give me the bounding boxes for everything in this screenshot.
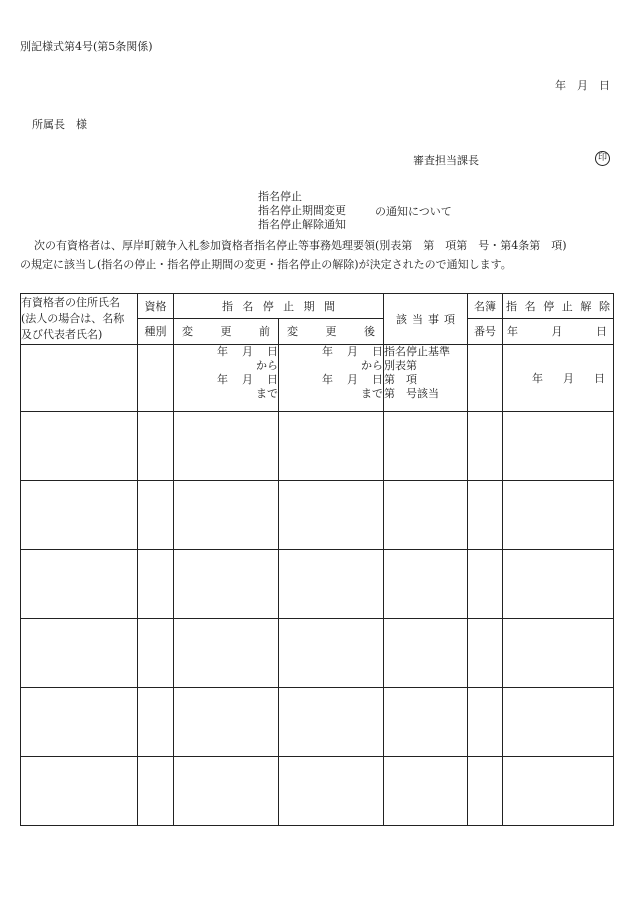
table-row bbox=[21, 481, 614, 550]
before-dates-cell[interactable] bbox=[174, 345, 279, 412]
after-dates-cell[interactable] bbox=[279, 345, 384, 412]
cancel-char: 除 bbox=[598, 299, 610, 313]
blank-cell[interactable] bbox=[384, 619, 468, 688]
period-header bbox=[174, 294, 384, 319]
ymd-char: 年 bbox=[217, 345, 228, 358]
cancel-char: 止 bbox=[561, 299, 573, 313]
applicant-header-line-3: 及び代表者氏名) bbox=[21, 328, 103, 341]
blank-cell[interactable] bbox=[174, 688, 279, 757]
body-line-1: 次の有資格者は、厚岸町競争入札参加資格者指名停止等事務処理要領(別表第 第 項第 号・第4条第 項) bbox=[34, 239, 567, 252]
blank-cell[interactable] bbox=[21, 757, 138, 826]
blank-cell[interactable] bbox=[503, 757, 614, 826]
blank-cell[interactable] bbox=[138, 757, 174, 826]
blank-cell[interactable] bbox=[503, 550, 614, 619]
applicable-line: 第 項 bbox=[384, 373, 417, 386]
ymd-char: 年 bbox=[322, 373, 333, 386]
register-header-1: 名簿 bbox=[468, 294, 503, 319]
blank-cell[interactable] bbox=[279, 481, 384, 550]
blank-cell[interactable] bbox=[21, 481, 138, 550]
blank-cell[interactable] bbox=[503, 688, 614, 757]
after-char: 後 bbox=[364, 325, 375, 338]
ymd-char: 年 bbox=[322, 345, 333, 358]
blank-cell[interactable] bbox=[384, 412, 468, 481]
cancel-header bbox=[503, 294, 614, 319]
period-char: 停 bbox=[262, 299, 274, 313]
blank-cell[interactable] bbox=[468, 412, 503, 481]
blank-cell[interactable] bbox=[468, 688, 503, 757]
period-char: 間 bbox=[323, 299, 335, 313]
examiner-title: 審査担当課長 bbox=[413, 154, 479, 167]
applicable-line: 指名停止基準 bbox=[384, 345, 450, 358]
seal-stamp-icon: 印 bbox=[595, 151, 610, 166]
period-char: 名 bbox=[242, 299, 254, 313]
ymd-char: 日 bbox=[372, 373, 383, 386]
applicable-line: 別表第 bbox=[384, 359, 417, 372]
table-row bbox=[21, 757, 614, 826]
notice-table bbox=[20, 293, 614, 826]
blank-cell[interactable] bbox=[384, 688, 468, 757]
ymd-char: 月 bbox=[347, 345, 358, 358]
blank-cell[interactable] bbox=[138, 412, 174, 481]
blank-cell[interactable] bbox=[21, 688, 138, 757]
notice-title-options bbox=[258, 191, 346, 233]
before-char: 変 bbox=[182, 325, 193, 338]
title-option-suspension: 指名停止 bbox=[258, 190, 302, 203]
qualification-header-2: 種別 bbox=[138, 319, 174, 345]
period-char: 期 bbox=[303, 299, 315, 313]
table-row bbox=[21, 688, 614, 757]
blank-cell[interactable] bbox=[468, 757, 503, 826]
blank-cell[interactable] bbox=[279, 412, 384, 481]
ymd-char: 日 bbox=[267, 373, 278, 386]
blank-cell[interactable] bbox=[503, 412, 614, 481]
applicant-header-line-2: (法人の場合は、名称 bbox=[21, 312, 125, 325]
ymd-char: 月 bbox=[347, 373, 358, 386]
blank-cell[interactable] bbox=[174, 757, 279, 826]
blank-cell[interactable] bbox=[174, 481, 279, 550]
table-row bbox=[21, 619, 614, 688]
table-row bbox=[21, 550, 614, 619]
period-char: 指 bbox=[222, 299, 233, 313]
from-label: から bbox=[256, 359, 278, 372]
blank-cell[interactable] bbox=[384, 481, 468, 550]
cancel-char: 解 bbox=[580, 299, 592, 313]
title-option-cancellation: 指名停止解除通知 bbox=[258, 218, 346, 231]
from-label: から bbox=[361, 359, 383, 372]
cancel-date-cell[interactable] bbox=[503, 345, 614, 412]
title-suffix: の通知について bbox=[375, 205, 452, 218]
cancel-date-char: 年 bbox=[507, 325, 518, 338]
applicant-header bbox=[21, 294, 138, 345]
applicable-line: 第 号該当 bbox=[384, 387, 439, 400]
cancel-date-char: 日 bbox=[596, 325, 607, 338]
cancel-ymd-char: 月 bbox=[563, 371, 574, 385]
ymd-char: 月 bbox=[242, 345, 253, 358]
until-label: まで bbox=[256, 387, 278, 400]
before-change-header bbox=[174, 319, 279, 345]
qualification-cell[interactable] bbox=[138, 345, 174, 412]
ymd-char: 日 bbox=[372, 345, 383, 358]
after-char: 変 bbox=[287, 325, 298, 338]
applicable-header bbox=[384, 294, 468, 345]
ymd-char: 月 bbox=[242, 373, 253, 386]
blank-cell[interactable] bbox=[279, 619, 384, 688]
register-number-cell[interactable] bbox=[468, 345, 503, 412]
blank-cell[interactable] bbox=[384, 757, 468, 826]
notice-body bbox=[20, 236, 612, 274]
title-option-period-change: 指名停止期間変更 bbox=[258, 204, 346, 217]
cancel-ymd-char: 年 bbox=[532, 371, 543, 385]
after-char: 更 bbox=[325, 325, 337, 338]
applicable-cell[interactable] bbox=[384, 345, 468, 412]
blank-cell[interactable] bbox=[21, 619, 138, 688]
blank-cell[interactable] bbox=[138, 550, 174, 619]
cancel-date-header bbox=[503, 319, 614, 345]
addressee: 所属長 様 bbox=[32, 118, 87, 131]
blank-cell[interactable] bbox=[174, 619, 279, 688]
register-header-2: 番号 bbox=[468, 319, 503, 345]
blank-cell[interactable] bbox=[138, 619, 174, 688]
blank-cell[interactable] bbox=[503, 481, 614, 550]
blank-cell[interactable] bbox=[138, 481, 174, 550]
after-change-header bbox=[279, 319, 384, 345]
blank-cell[interactable] bbox=[21, 550, 138, 619]
cancel-char: 名 bbox=[524, 299, 536, 313]
until-label: まで bbox=[361, 387, 383, 400]
applicable-char: 事 bbox=[428, 312, 439, 326]
period-char: 止 bbox=[283, 299, 295, 313]
applicable-char: 該 bbox=[396, 312, 407, 326]
blank-cell[interactable] bbox=[468, 619, 503, 688]
blank-cell[interactable] bbox=[468, 481, 503, 550]
cancel-date-char: 月 bbox=[551, 325, 563, 338]
blank-cell[interactable] bbox=[468, 550, 503, 619]
blank-cell[interactable] bbox=[503, 619, 614, 688]
ymd-char: 日 bbox=[267, 345, 278, 358]
cancel-ymd-char: 日 bbox=[594, 371, 605, 385]
applicant-header-line-1: 有資格者の住所氏名 bbox=[21, 296, 120, 309]
ymd-char: 年 bbox=[217, 373, 228, 386]
table-row bbox=[21, 412, 614, 481]
blank-cell[interactable] bbox=[174, 550, 279, 619]
qualification-header-1: 資格 bbox=[138, 294, 174, 319]
date-line: 年 月 日 bbox=[555, 79, 610, 92]
blank-cell[interactable] bbox=[174, 412, 279, 481]
blank-cell[interactable] bbox=[138, 688, 174, 757]
blank-cell[interactable] bbox=[279, 688, 384, 757]
cancel-char: 指 bbox=[506, 299, 517, 313]
blank-cell[interactable] bbox=[279, 550, 384, 619]
applicable-char: 項 bbox=[444, 312, 455, 326]
blank-cell[interactable] bbox=[384, 550, 468, 619]
before-char: 更 bbox=[220, 325, 232, 338]
cancel-char: 停 bbox=[543, 299, 555, 313]
applicable-char: 当 bbox=[412, 312, 423, 326]
applicant-cell[interactable] bbox=[21, 345, 138, 412]
body-line-2: の規定に該当し(指名の停止・指名停止期間の変更・指名停止の解除)が決定されたので通知します。 bbox=[20, 258, 512, 271]
table-row bbox=[21, 345, 614, 412]
blank-cell[interactable] bbox=[21, 412, 138, 481]
form-number: 別記様式第4号(第5条関係) bbox=[20, 40, 153, 53]
blank-cell[interactable] bbox=[279, 757, 384, 826]
before-char: 前 bbox=[259, 325, 270, 338]
